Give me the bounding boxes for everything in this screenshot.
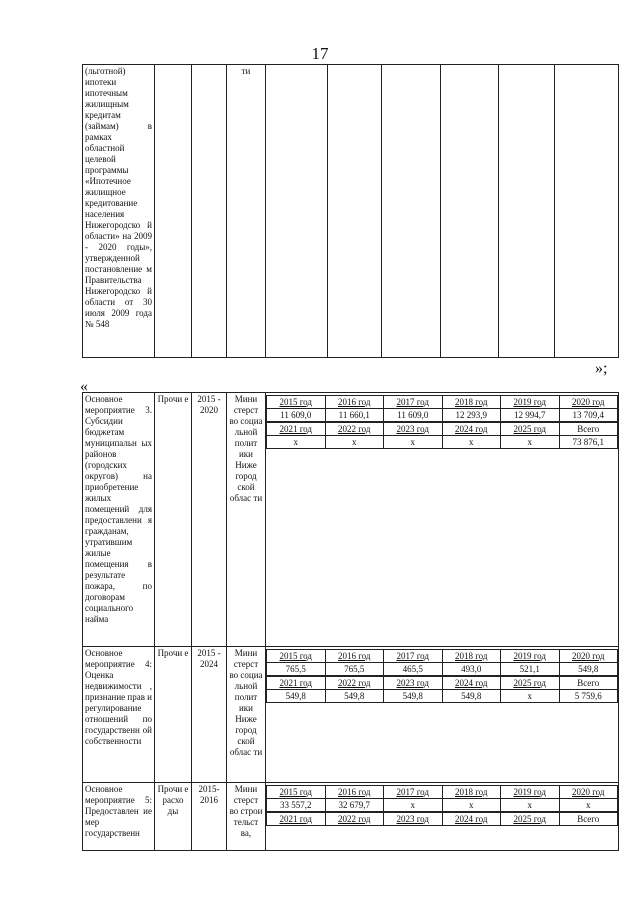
funding-grid: [266, 649, 618, 703]
funding-value: 549,8: [325, 690, 384, 703]
funding-value: 33 557,2: [267, 799, 326, 812]
measure-period: 2015- 2016: [192, 783, 227, 851]
year-label: 2022 год: [325, 677, 384, 690]
year-label: 2019 год: [501, 786, 560, 799]
year-label: 2024 год: [442, 677, 501, 690]
funding-value: x: [267, 436, 326, 449]
total-label: Всего: [559, 813, 618, 826]
year-label: 2018 год: [442, 396, 501, 409]
year-label: 2016 год: [325, 650, 384, 663]
page-number: 17: [311, 44, 329, 63]
year-label: 2018 год: [442, 786, 501, 799]
year-label: 2017 год: [384, 396, 443, 409]
year-label: 2023 год: [384, 813, 443, 826]
measure-executor: Мини стерст во строи тельст ва,: [227, 783, 266, 851]
funding-value: x: [501, 799, 560, 812]
continued-table: [82, 64, 619, 358]
year-label: 2022 год: [325, 423, 384, 436]
funding-grid: [266, 785, 618, 826]
funding-value: x: [442, 436, 501, 449]
funding-value: 11 660,1: [325, 409, 384, 422]
funding-value: 12 293,9: [442, 409, 501, 422]
year-label: 2023 год: [384, 677, 443, 690]
year-label: 2019 год: [501, 396, 560, 409]
funding-value: x: [501, 690, 560, 703]
funding-value: 549,8: [442, 690, 501, 703]
funding-value: 765,5: [325, 663, 384, 676]
continued-description: (льготной) ипотеки ипотечным жилищным кредитам (займам) в рамках областной целевой программы «Ипотечное жилищное кредитование населения Нижегородско й области» на 2009 - 2020 годы», утвержденной постановление м Правительства Нижегородско й области от 30 июля 2009 года № 548: [83, 65, 155, 358]
year-label: 2019 год: [501, 650, 560, 663]
measure-description: Основное мероприятие 5: Предоставлен ие мер государственн: [83, 783, 155, 851]
year-label: 2016 год: [325, 396, 384, 409]
funding-value: 493,0: [442, 663, 501, 676]
year-label: 2015 год: [267, 650, 326, 663]
year-label: 2021 год: [267, 813, 326, 826]
year-label: 2017 год: [384, 650, 443, 663]
funding-cell: [266, 393, 619, 647]
total-label: Всего: [559, 423, 618, 436]
measure-type: Прочи е: [155, 647, 192, 783]
measure-period: 2015 - 2024: [192, 647, 227, 783]
year-label: 2024 год: [442, 813, 501, 826]
total-label: Всего: [559, 677, 618, 690]
year-label: 2025 год: [501, 677, 560, 690]
table-row: [83, 647, 619, 783]
year-label: 2020 год: [559, 786, 618, 799]
funding-cell: [266, 647, 619, 783]
funding-total: 73 876,1: [559, 436, 618, 449]
funding-value: 11 609,0: [267, 409, 326, 422]
funding-value: x: [384, 436, 443, 449]
year-label: 2025 год: [501, 813, 560, 826]
measure-executor: Мини стерст во социа льной полит ики Ниже город ской облас ти: [227, 393, 266, 647]
funding-value: 465,5: [384, 663, 443, 676]
funding-total: 5 759,6: [559, 690, 618, 703]
table-row: [83, 783, 619, 851]
year-label: 2024 год: [442, 423, 501, 436]
continued-executor: ти: [227, 65, 266, 358]
funding-value: 521,1: [501, 663, 560, 676]
year-label: 2023 год: [384, 423, 443, 436]
year-label: 2016 год: [325, 786, 384, 799]
year-label: 2015 год: [267, 396, 326, 409]
funding-value: x: [501, 436, 560, 449]
measure-type: Прочи е: [155, 393, 192, 647]
opening-quote: «: [80, 378, 88, 395]
funding-value: x: [442, 799, 501, 812]
measure-description: Основное мероприятие 3. Субсидии бюджетам муниципальн ых районов (городских округов) на приобретение жилых помещений для предоставлени я гражданам, утратившим жилые помещения в результате пожара, по договорам социального найма: [83, 393, 155, 647]
measure-type: Прочи е расхо ды: [155, 783, 192, 851]
year-label: 2015 год: [267, 786, 326, 799]
funding-grid: [266, 395, 618, 449]
funding-value: 765,5: [267, 663, 326, 676]
measure-period: 2015 - 2020: [192, 393, 227, 647]
year-label: 2018 год: [442, 650, 501, 663]
year-label: 2020 год: [559, 650, 618, 663]
year-label: 2021 год: [267, 677, 326, 690]
funding-value: x: [384, 799, 443, 812]
funding-value: 11 609,0: [384, 409, 443, 422]
year-label: 2017 год: [384, 786, 443, 799]
funding-value: 12 994,7: [501, 409, 560, 422]
funding-value: 32 679,7: [325, 799, 384, 812]
table-row: [83, 393, 619, 647]
measures-table: [82, 392, 619, 851]
measure-description: Основное мероприятие 4: Оценка недвижимости , признание прав и регулирование отношений по государственн ой собственности: [83, 647, 155, 783]
year-label: 2022 год: [325, 813, 384, 826]
funding-value: 549,8: [559, 663, 618, 676]
year-label: 2021 год: [267, 423, 326, 436]
measure-executor: Мини стерст во социа льной полит ики Ниже город ской облас ти: [227, 647, 266, 783]
funding-value: x: [559, 799, 618, 812]
year-label: 2020 год: [559, 396, 618, 409]
funding-cell: [266, 783, 619, 851]
funding-value: 549,8: [384, 690, 443, 703]
funding-value: x: [325, 436, 384, 449]
closing-quote: »;: [595, 360, 608, 377]
funding-value: 13 709,4: [559, 409, 618, 422]
funding-value: 549,8: [267, 690, 326, 703]
year-label: 2025 год: [501, 423, 560, 436]
